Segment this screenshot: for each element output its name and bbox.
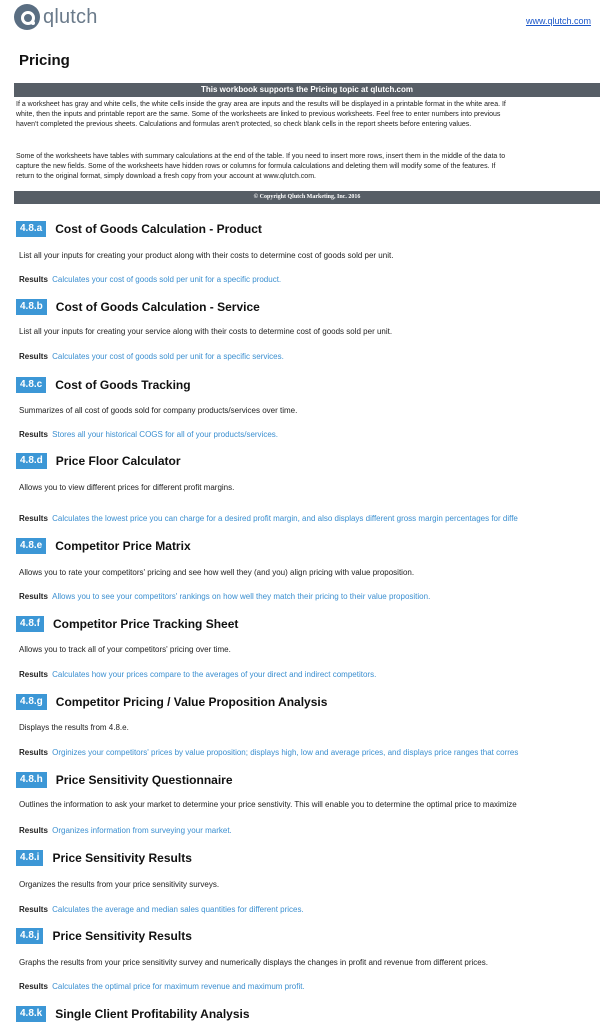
- results-label: Results: [19, 748, 48, 757]
- section-number-badge: 4.8.f: [16, 616, 44, 632]
- results-label: Results: [19, 982, 48, 991]
- results-text: Orginizes your competitors' prices by value proposition; displays high, low and average prices, and displays price ranges that corres: [52, 748, 519, 757]
- section-description: Outlines the information to ask your market to determine your price senstivity. This will enable you to determine the optimal price to maximize: [19, 800, 517, 809]
- section-heading: [16, 928, 192, 944]
- section-description: List all your inputs for creating your service along with their costs to determine cost of goods sold per unit.: [19, 327, 393, 336]
- section-description: Allows you to rate your competitors' pricing and see how well they (and you) align pricing with value proposition.: [19, 568, 415, 577]
- section-title: Competitor Price Matrix: [55, 539, 191, 553]
- section-heading: [16, 453, 181, 469]
- qlutch-logo[interactable]: [14, 4, 98, 30]
- section-heading: [16, 616, 238, 632]
- section-heading: [16, 694, 327, 710]
- results-label: Results: [19, 275, 48, 284]
- section-heading: [16, 772, 233, 788]
- section-4-8-k: [0, 1006, 600, 1024]
- section-heading: [16, 1006, 250, 1022]
- section-title: Cost of Goods Tracking: [55, 378, 191, 392]
- section-description: List all your inputs for creating your product along with their costs to determine cost of goods sold per unit.: [19, 251, 394, 260]
- section-number-badge: 4.8.i: [16, 850, 43, 866]
- results-label: Results: [19, 592, 48, 601]
- section-4-8-h: [0, 772, 600, 842]
- section-description: Allows you to view different prices for different profit margins.: [19, 483, 235, 492]
- results-text: Stores all your historical COGS for all of your products/services.: [52, 430, 278, 439]
- section-title: Cost of Goods Calculation - Service: [55, 300, 260, 314]
- section-results: [19, 826, 600, 835]
- qlutch-logo-icon: [14, 4, 40, 30]
- section-results: [19, 514, 600, 523]
- page-title: Pricing: [19, 52, 70, 69]
- section-description: Allows you to track all of your competitors' pricing over time.: [19, 645, 231, 654]
- results-text: Calculates how your prices compare to the averages of your direct and indirect competitors.: [52, 670, 377, 679]
- intro-paragraph-2: [16, 152, 600, 184]
- section-heading: [16, 299, 260, 315]
- brand-name: qlutch: [43, 5, 98, 28]
- section-description: Displays the results from 4.8.e.: [19, 723, 129, 732]
- section-number-badge: 4.8.c: [16, 377, 46, 393]
- intro-line: If a worksheet has gray and white cells, the white cells inside the gray area are inputs and the results will be displayed in a printable format in the white area. If: [16, 101, 506, 108]
- results-text: Organizes information from surveying your market.: [52, 826, 232, 835]
- section-4-8-j: [0, 928, 600, 998]
- section-description: Graphs the results from your price sensitivity survey and numerically displays the changes in profit and revenue from different prices.: [19, 958, 488, 967]
- section-number-badge: 4.8.h: [16, 772, 47, 788]
- section-title: Price Sensitivity Results: [52, 851, 192, 865]
- section-title: Competitor Pricing / Value Proposition Analysis: [55, 695, 328, 709]
- section-4-8-g: [0, 694, 600, 764]
- intro-line: Some of the worksheets have tables with summary calculations at the end of the table. If you need to insert more rows, insert them in the middle of the data to: [16, 153, 506, 160]
- section-4-8-d: [0, 453, 600, 523]
- section-heading: [16, 850, 192, 866]
- section-number-badge: 4.8.b: [16, 299, 47, 315]
- section-title: Price Sensitivity Results: [52, 929, 192, 943]
- workbook-banner: This workbook supports the Pricing topic at qlutch.com: [14, 83, 600, 97]
- site-link[interactable]: www.qlutch.com: [525, 16, 591, 26]
- section-number-badge: 4.8.a: [16, 221, 46, 237]
- section-results: [19, 670, 600, 679]
- intro-line: capture the new fields. Some of the worksheets have hidden rows or columns for formula calculations and deleting them will modify some of the features. If: [16, 163, 496, 170]
- intro-line: haven't completed the previous sheets. Calculations and formulas aren't protected, so check blank cells in the report sheets before entering values.: [16, 121, 472, 128]
- section-4-8-f: [0, 616, 600, 686]
- section-number-badge: 4.8.d: [16, 453, 47, 469]
- section-results: [19, 430, 600, 439]
- results-text: Calculates your cost of goods sold per unit for a specific services.: [52, 352, 284, 361]
- section-title: Price Sensitivity Questionnaire: [55, 773, 233, 787]
- section-heading: [16, 538, 191, 554]
- section-results: [19, 592, 600, 601]
- section-title: Cost of Goods Calculation - Product: [55, 222, 262, 236]
- results-label: Results: [19, 514, 48, 523]
- section-heading: [16, 221, 262, 237]
- section-4-8-a: [0, 221, 600, 291]
- section-title: Competitor Price Tracking Sheet: [53, 617, 239, 631]
- section-4-8-b: [0, 299, 600, 369]
- section-number-badge: 4.8.g: [16, 694, 47, 710]
- section-heading: [16, 377, 191, 393]
- section-title: Single Client Profitability Analysis: [55, 1007, 250, 1021]
- intro-line: white, then the inputs and printable report are the same. Some of the worksheets are linked to previous worksheets. Feel free to enter numbers into previous: [16, 111, 501, 118]
- copyright-bar: © Copyright Qlutch Marketing, Inc. 2016: [14, 191, 600, 204]
- results-text: Calculates your cost of goods sold per unit for a specific product.: [52, 275, 282, 284]
- results-label: Results: [19, 826, 48, 835]
- header: [0, 0, 600, 40]
- results-text: Calculates the lowest price you can charge for a desired profit margin, and also displays different gross margin percentages for diffe: [52, 514, 518, 523]
- results-label: Results: [19, 430, 48, 439]
- results-label: Results: [19, 905, 48, 914]
- section-number-badge: 4.8.k: [16, 1006, 46, 1022]
- section-number-badge: 4.8.e: [16, 538, 46, 554]
- section-number-badge: 4.8.j: [16, 928, 43, 944]
- results-label: Results: [19, 670, 48, 679]
- results-text: Allows you to see your competitors' rankings on how well they match their pricing to their value proposition.: [52, 592, 431, 601]
- section-results: [19, 275, 600, 284]
- intro-paragraph-1: [16, 100, 600, 140]
- section-4-8-e: [0, 538, 600, 608]
- section-description: Organizes the results from your price sensitivity surveys.: [19, 880, 220, 889]
- section-4-8-i: [0, 850, 600, 920]
- section-results: [19, 905, 600, 914]
- section-results: [19, 982, 600, 991]
- section-4-8-c: [0, 377, 600, 447]
- intro-line: return to the original format, simply download a fresh copy from your account at www.qlutch.com.: [16, 173, 316, 180]
- section-results: [19, 352, 600, 361]
- section-results: [19, 748, 600, 757]
- section-title: Price Floor Calculator: [55, 454, 181, 468]
- results-label: Results: [19, 352, 48, 361]
- results-text: Calculates the optimal price for maximum revenue and maximum profit.: [52, 982, 305, 991]
- section-description: Summarizes of all cost of goods sold for company products/services over time.: [19, 406, 298, 415]
- results-text: Calculates the average and median sales quantities for different prices.: [52, 905, 304, 914]
